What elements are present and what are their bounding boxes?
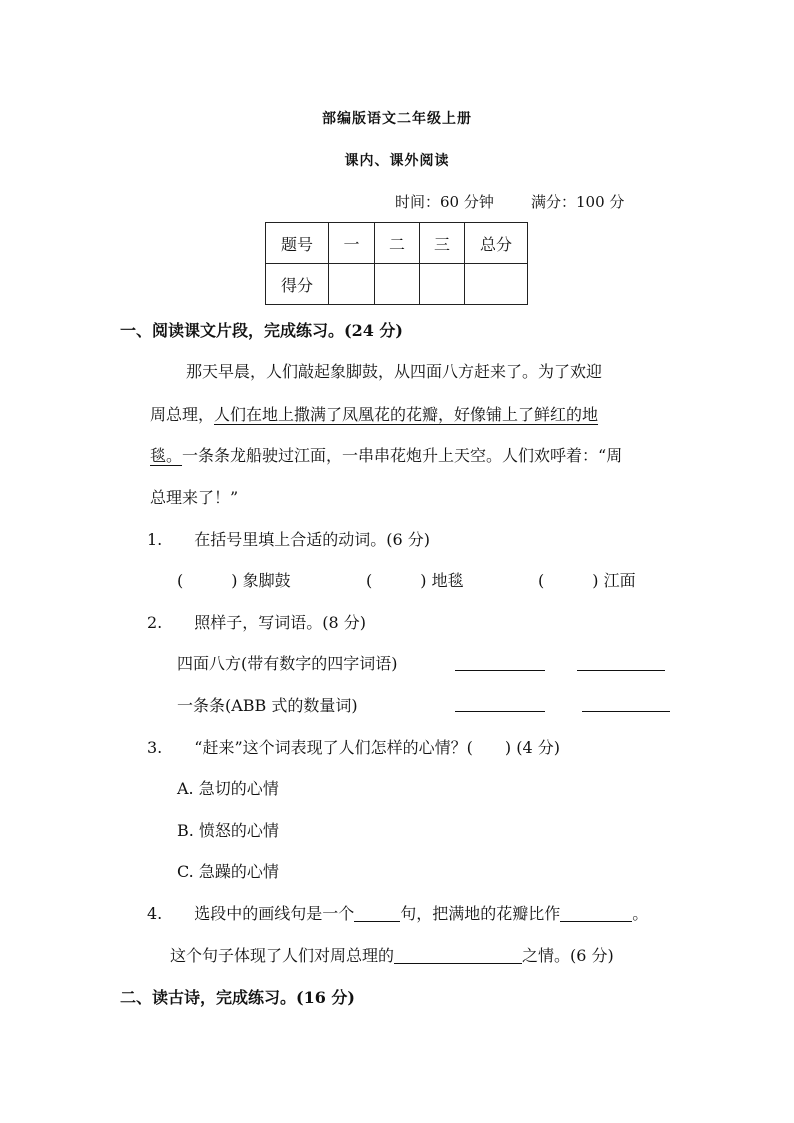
score-table-cell: 三 [420,223,465,264]
choice-option[interactable]: C. 急躁的心情 [177,862,279,881]
question-text [147,901,648,924]
question-text-part: 这个句子体现了人们对周总理的 [170,946,395,965]
score-table-cell: 题号 [266,223,329,264]
question-text: 1. 在括号里填上合适的动词。(6 分) [147,530,431,549]
passage-text: 周总理， [150,405,215,424]
passage-line [150,443,622,466]
question-text-part: 4. 选段中的画线句是一个 [147,904,355,923]
answer-blank[interactable] [354,905,400,922]
choice-option[interactable]: A. 急切的心情 [177,779,279,798]
document-title: 部编版语文二年级上册 [322,111,472,127]
example-text: 四面八方(带有数字的四字词语) [177,654,398,673]
underlined-sentence: 毯。 [150,446,183,465]
score-table-cell: 得分 [266,264,329,305]
question-text-part: 。 [632,904,649,923]
score-input-cell[interactable] [375,264,420,305]
answer-blank[interactable] [455,670,545,671]
fill-option[interactable]: ( ) 象脚鼓 [177,571,291,590]
passage-line [150,402,598,425]
score-table-cell: 一 [329,223,375,264]
score-table-cell: 二 [375,223,420,264]
question-text-part: 句，把满地的花瓣比作 [400,904,561,923]
score-table-cell: 总分 [465,223,528,264]
score-input-cell[interactable] [329,264,375,305]
answer-blank[interactable] [577,670,665,671]
passage-line: 总理来了！” [150,488,239,507]
question-text: 2. 照样子，写词语。(8 分) [147,613,367,632]
document-subtitle: 课内、课外阅读 [344,153,450,169]
time-limit: 时间：60 分钟 [395,193,494,211]
underlined-sentence: 人们在地上撒满了凤凰花的花瓣，好像铺上了鲜红的地 [214,405,599,424]
example-text: 一条条(ABB 式的数量词) [177,696,358,715]
score-input-cell[interactable] [465,264,528,305]
choice-option[interactable]: B. 愤怒的心情 [177,821,279,840]
section-heading: 一、阅读课文片段，完成练习。(24 分) [120,321,403,340]
answer-blank[interactable] [582,711,670,712]
score-table-score-row [266,264,528,305]
question-text-part: 之情。(6 分) [522,946,614,965]
fill-option[interactable]: ( ) 地毯 [366,571,464,590]
full-score: 满分：100 分 [531,193,625,211]
answer-blank[interactable] [455,711,545,712]
passage-line: 那天早晨，人们敲起象脚鼓，从四面八方赶来了。为了欢迎 [186,362,603,381]
fill-option[interactable]: ( ) 江面 [538,571,636,590]
question-text [170,943,614,966]
score-table-header-row [266,223,528,264]
score-table [265,222,528,305]
answer-blank[interactable] [394,947,522,964]
passage-text: 一条条龙船驶过江面，一串串花炮升上天空。人们欢呼着：“周 [182,446,623,465]
section-heading: 二、读古诗，完成练习。(16 分) [120,988,355,1007]
question-text: 3. “赶来”这个词表现了人们怎样的心情？( ) (4 分) [147,738,560,757]
answer-blank[interactable] [560,905,632,922]
score-input-cell[interactable] [420,264,465,305]
